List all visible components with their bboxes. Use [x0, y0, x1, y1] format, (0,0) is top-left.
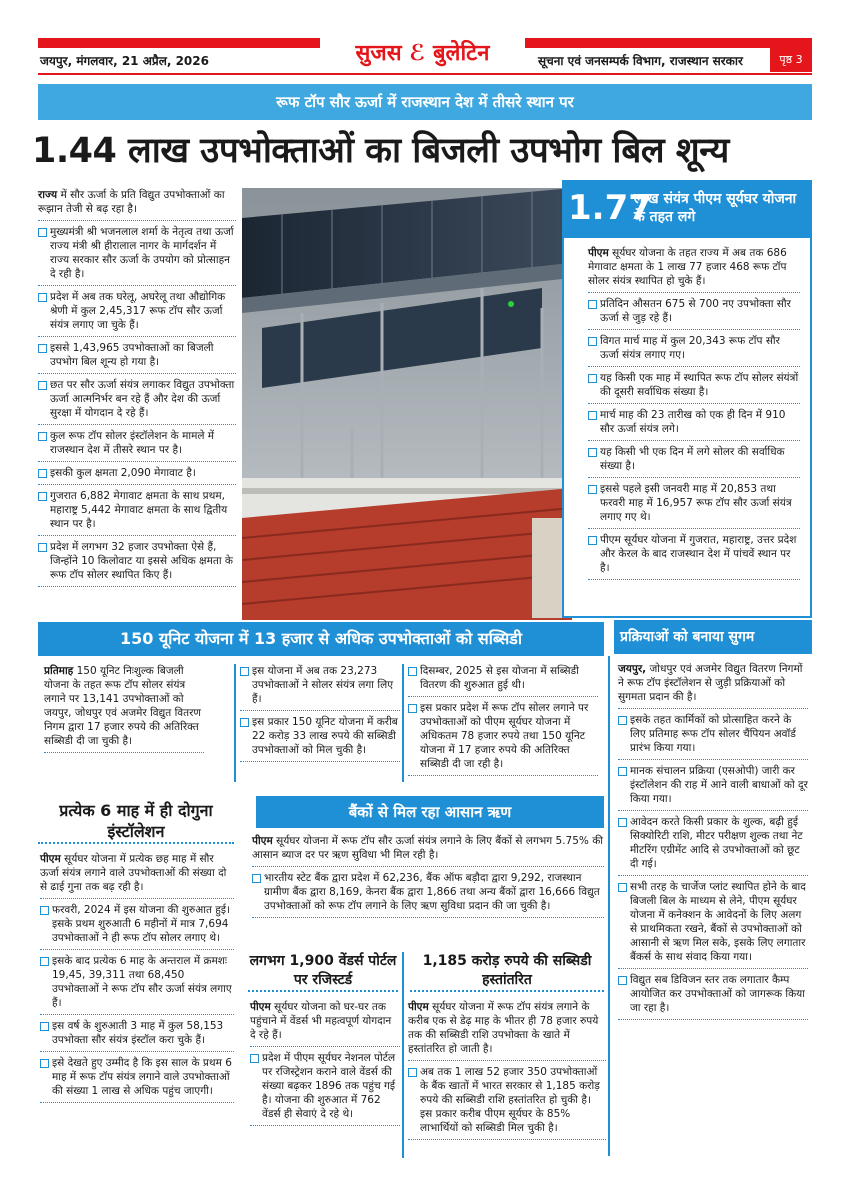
bullet-text: प्रदेश में पीएम सूर्यघर नेशनल पोर्टल पर रजिस्ट्रेशन कराने वाले वेंडर्स की संख्या बढ़कर 1896 तक पहुंच गई है। योजना की शुरुआत में 762 वेंडर्स ही सेवाएं दे रहे थे।: [262, 1052, 396, 1120]
process-list: [618, 662, 808, 1024]
bullet-item: [588, 371, 800, 404]
bullet-text: आवेदन करते किसी प्रकार के शुल्क, बढ़ी हुई सिक्योरिटी राशि, मीटर परीक्षण शुल्क तथा नेट मीटरिंग एग्रीमेंट आदि से उपभोक्ताओं को छूट दी गई।: [630, 816, 803, 870]
bullet-text: फरवरी, 2024 में इस योजना की शुरुआत हुई। इसके प्रथम शुरुआती 6 महीनों में मात्र 7,694 उपभोक्ताओं ने ही रूफ टॉप सोलर लगाए थे।: [52, 904, 230, 944]
bullet-item: [240, 715, 400, 762]
bullet-item: [618, 764, 808, 811]
bullet-item: [250, 1051, 400, 1126]
headline: 1.44 लाख उपभोक्ताओं का बिजली उपभोग बिल शून्य: [32, 131, 729, 171]
bullet-text: जोधपुर एवं अजमेर विद्युत वितरण निगमों ने रूफ टॉप इंस्टॉलेशन से जुड़ी प्रक्रियाओं को सुगमता प्रदान की है।: [618, 663, 803, 703]
bullet-item: [40, 852, 234, 899]
lead-word: पीएम: [588, 247, 609, 259]
column-divider: [402, 952, 404, 1158]
page-number: पृष्ठ 3: [770, 48, 812, 72]
bullet-text: कुल रूफ टॉप सोलर इंस्टॉलेशन के मामले में राजस्थान देश में तीसरे स्थान पर है।: [50, 430, 215, 456]
surya-ghar-figure: 1.77: [568, 188, 652, 228]
bullet-item: [38, 225, 236, 286]
bullet-item: [240, 664, 400, 711]
bullet-item: [618, 973, 808, 1020]
bullet-text: भारतीय स्टेट बैंक द्वारा प्रदेश में 62,236, बैंक ऑफ बड़ौदा द्वारा 9,292, राजस्थान ग्रामीण बैंक द्वारा 8,169, केनरा बैंक द्वारा 1,866 तथा अन्य बैंकों द्वारा 16,666 विद्युत उपभोक्ताओं को रूफ टॉप लगाने के लिए ऋण सुविधा प्रदान की जा चुकी है।: [264, 872, 600, 912]
bullet-item: [38, 489, 236, 536]
lead-word: पीएम: [40, 853, 61, 865]
bullet-item: [252, 871, 604, 918]
bullet-item: [38, 290, 236, 337]
masthead-department: सूचना एवं जनसम्पर्क विभाग, राजस्थान सरकार: [538, 54, 743, 68]
subsidy-150-col-3: [408, 664, 598, 780]
bullet-item: [38, 341, 236, 374]
bullet-text: इस प्रकार 150 यूनिट योजना में करीब 22 करोड़ 33 लाख रुपये की सब्सिडी उपभोक्ताओं को मिल चुकी है।: [252, 716, 398, 756]
bullet-item: [40, 903, 234, 950]
bullet-text: गुजरात 6,882 मेगावाट क्षमता के साथ प्रथम, महाराष्ट्र 5,442 मेगावाट क्षमता के साथ द्वितीय स्थान पर है।: [50, 490, 228, 530]
lead-word: राज्य: [38, 189, 58, 201]
subsidy-150-col-1: [44, 664, 204, 757]
left-column: [38, 188, 236, 591]
bullet-text: इस योजना में अब तक 23,273 उपभोक्ताओं ने सोलर संयंत्र लगा लिए हैं।: [252, 665, 394, 705]
bullet-text: इससे 1,43,965 उपभोक्ताओं का बिजली उपभोग बिल शून्य हो गया है।: [50, 342, 214, 368]
masthead-rule: [38, 73, 812, 75]
bullet-item: [38, 378, 236, 425]
bullet-text: इस वर्ष के शुरुआती 3 माह में कुल 58,153 उपभोक्ता सौर संयंत्र इंस्टॉल करा चुके हैं।: [52, 1020, 224, 1046]
bullet-item: [618, 880, 808, 969]
bullet-item: [38, 466, 236, 485]
bullet-item: [40, 1056, 234, 1103]
bullet-text: विद्युत सब डिविजन स्तर तक लगातार कैम्प आयोजित कर उपभोक्ताओं को जागरूक किया जा रहा है।: [630, 974, 805, 1014]
bullet-item: [408, 701, 598, 776]
bullet-text: मुख्यमंत्री श्री भजनलाल शर्मा के नेतृत्व तथा ऊर्जा राज्य मंत्री श्री हीरालाल नागर के मार्गदर्शन में राज्य सरकार सौर ऊर्जा के उपयोग को प्रोत्साहन दे रही है।: [50, 226, 234, 280]
bullet-text: इससे पहले इसी जनवरी माह में 20,853 तथा फरवरी माह में 16,957 रूफ टॉप सौर ऊर्जा संयंत्र लगाए गए थे।: [600, 483, 792, 523]
bullet-text: मार्च माह की 23 तारीख को एक ही दिन में 910 सौर ऊर्जा संयंत्र लगे।: [600, 409, 786, 435]
surya-ghar-list: [588, 246, 800, 584]
bullet-text: 150 यूनिट निःशुल्क बिजली योजना के तहत रूफ टॉप सोलर संयंत्र लगाने पर 13,141 उपभोक्ताओं को जयपुर, जोधपुर एवं अजमेर विद्युत वितरण निगम द्वारा 17 हजार रुपये की अतिरिक्त सब्सिडी दी जा चुकी है।: [44, 665, 202, 747]
bullet-item: [588, 533, 800, 580]
bullet-text: मानक संचालन प्रक्रिया (एसओपी) जारी कर इंस्टॉलेशन की राह में आने वाली बाधाओं को दूर किया गया।: [630, 765, 808, 805]
column-divider: [234, 664, 236, 782]
bullet-item: [618, 815, 808, 876]
bullet-item: [408, 1000, 606, 1061]
masthead-date: जयपुर, मंगलवार, 21 अप्रैल, 2026: [40, 54, 209, 68]
column-divider: [608, 656, 610, 1156]
bullet-item: [588, 334, 800, 367]
bullet-item: [38, 188, 236, 221]
bullet-text: दिसम्बर, 2025 से इस योजना में सब्सिडी वितरण की शुरुआत हुई थी।: [420, 665, 579, 691]
bullet-item: [44, 664, 204, 753]
bullet-text: प्रदेश में लगभग 32 हजार उपभोक्ता ऐसे हैं, जिन्होंने 10 किलोवाट या इससे अधिक क्षमता के रूफ टॉप सोलर स्थापित किए हैं।: [50, 541, 233, 581]
bullet-item: [588, 246, 800, 293]
bullet-text: अब तक 1 लाख 52 हजार 350 उपभोक्ताओं के बैंक खातों में भारत सरकार से 1,185 करोड़ रुपये की सब्सिडी राशि हस्तांतरित हो चुकी है। इस प्रकार करीब पीएम सूर्यघर के 85% लाभार्थियों को सब्सिडी मिल चुकी है।: [420, 1066, 600, 1134]
bullet-text: इसके बाद प्रत्येक 6 माह के अन्तराल में क्रमशः 19,45, 39,311 तथा 68,450 उपभोक्ताओं ने रूफ टॉप सौर ऊर्जा संयंत्र लगाए हैं।: [52, 955, 232, 1009]
bullet-text: इसे देखते हुए उम्मीद है कि इस साल के प्रथम 6 माह में रूफ टॉप संयंत्र लगाने वाले उपभोक्ताओं की संख्या 1 लाख से अधिक पहुंच जाएगी।: [52, 1057, 232, 1097]
bullet-text: छत पर सौर ऊर्जा संयंत्र लगाकर विद्युत उपभोक्ता ऊर्जा आत्मनिर्भर बन रहे हैं और देश की ऊर्जा सुरक्षा में योगदान दे रहे हैं।: [50, 379, 235, 419]
bullet-item: [618, 713, 808, 760]
bullet-item: [38, 540, 236, 587]
bullet-item: [40, 1019, 234, 1052]
lead-word: पीएम: [408, 1001, 429, 1013]
bullet-item: [38, 429, 236, 462]
subsidy-transfer-list: [408, 1000, 606, 1144]
bullet-item: [40, 954, 234, 1015]
subsidy-transfer-heading: 1,185 करोड़ रुपये की सब्सिडी हस्तांतरित: [410, 952, 604, 992]
bullet-item: [588, 482, 800, 529]
subsidy-150-unit-banner: 150 यूनिट योजना में 13 हजार से अधिक उपभोक्ताओं को सब्सिडी: [38, 622, 604, 656]
lead-word: प्रतिमाह: [44, 665, 74, 677]
subsidy-150-col-2: [240, 664, 400, 766]
bullet-text: सभी तरह के चार्जेज प्लांट स्थापित होने के बाद बिजली बिल के माध्यम से लेने, पीएम सूर्यघर योजना में कनेक्शन के आवेदनों के लिए अलग से प्राथमिकता रखने, बैंकों से उपभोक्ताओं को आसानी से ऋण मिल सके, इसके लिए लगातार बैंकर्स के साथ संवाद किया गया।: [630, 881, 806, 963]
vendors-list: [250, 1000, 400, 1130]
six-month-list: [40, 852, 234, 1107]
column-divider: [402, 664, 404, 782]
bullet-item: [588, 445, 800, 478]
lead-word: जयपुर,: [618, 663, 647, 675]
bullet-text: में सौर ऊर्जा के प्रति विद्युत उपभोक्ताओं का रूझान तेजी से बढ़ रहा है।: [38, 189, 225, 215]
bullet-text: सूर्यघर योजना को घर-घर तक पहुंचाने में वेंडर्स भी महत्वपूर्ण योगदान दे रहे हैं।: [250, 1001, 392, 1041]
six-month-heading: प्रत्येक 6 माह में ही दोगुना इंस्टॉलेशन: [38, 800, 234, 844]
rooftop-solar-photo: [242, 188, 572, 620]
bullet-text: सूर्यघर योजना में रूफ टॉप संयंत्र लगाने के करीब एक से डेढ़ माह के भीतर ही 78 हजार रुपये तक की सब्सिडी राशि उपभोक्ता के खाते में हस्तांतरित हो जाती है।: [408, 1001, 599, 1055]
bullet-text: सूर्यघर योजना के तहत राज्य में अब तक 686 मेगावाट क्षमता के 1 लाख 77 हजार 468 रूफ टॉप सोलर संयंत्र स्थापित हो चुके हैं।: [588, 247, 787, 287]
bullet-text: प्रतिदिन औसतन 675 से 700 नए उपभोक्ता सौर ऊर्जा से जुड़ रहे हैं।: [600, 298, 791, 324]
bullet-text: पीएम सूर्यघर योजना में गुजरात, महाराष्ट्र, उत्तर प्रदेश और केरल के बाद राजस्थान देश में पांचवें स्थान पर है।: [600, 534, 797, 574]
bank-loan-list: [252, 834, 604, 922]
bullet-text: यह किसी एक माह में स्थापित रूफ टॉप सोलर संयंत्रों की दूसरी सर्वाधिक संख्या है।: [600, 372, 799, 398]
bullet-item: [250, 1000, 400, 1047]
bullet-text: प्रदेश में अब तक घरेलू, अघरेलू तथा औद्योगिक श्रेणी में कुल 2,45,317 रूफ टॉप सौर ऊर्जा संयंत्र लगाए जा चुके हैं।: [50, 291, 226, 331]
bullet-text: सूर्यघर योजना में रूफ टॉप सौर ऊर्जा संयंत्र लगाने के लिए बैंकों से लगभग 5.75% की आसान ब्याज दर पर ऋण सुविधा भी मिल रही है।: [252, 835, 604, 861]
bulletin-logo: सुजस ℰ बुलेटिन: [320, 36, 525, 72]
bullet-item: [252, 834, 604, 867]
process-banner: प्रक्रियाओं को बनाया सुगम: [614, 620, 812, 654]
bullet-text: इसके तहत कार्मिकों को प्रोत्साहित करने के लिए प्रतिमाह रूफ टॉप सोलर चैंपियन अवॉर्ड प्रारंभ किया गया।: [630, 714, 796, 754]
bullet-item: [408, 1065, 606, 1140]
bullet-item: [618, 662, 808, 709]
bullet-text: इसकी कुल क्षमता 2,090 मेगावाट है।: [50, 467, 196, 479]
bullet-text: विगत मार्च माह में कुल 20,343 रूफ टॉप सौर ऊर्जा संयंत्र लगाए गए।: [600, 335, 780, 361]
surya-ghar-box-header: [564, 182, 810, 238]
bullet-text: सूर्यघर योजना में प्रत्येक छह माह में सौर ऊर्जा संयंत्र लगाने वाले उपभोक्ताओं की संख्या दो से ढाई गुना तक बढ़ रही है।: [40, 853, 227, 893]
vendors-heading: लगभग 1,900 वेंडर्स पोर्टल पर रजिस्टर्ड: [248, 952, 398, 992]
surya-ghar-title: लाख संयंत्र पीएम सूर्यघर योजना के तहत लगे: [634, 191, 797, 225]
lead-word: पीएम: [252, 835, 273, 847]
bullet-item: [408, 664, 598, 697]
strapline: रूफ टॉप सौर ऊर्जा में राजस्थान देश में तीसरे स्थान पर: [38, 84, 812, 120]
bullet-item: [588, 408, 800, 441]
lead-word: पीएम: [250, 1001, 271, 1013]
bullet-item: [588, 297, 800, 330]
bank-loan-banner: बैंकों से मिल रहा आसान ऋण: [256, 796, 604, 828]
bullet-text: इस प्रकार प्रदेश में रूफ टॉप सोलर लगाने पर उपभोक्ताओं को पीएम सूर्यघर योजना में अधिकतम 78 हजार रुपये तथा 150 यूनिट योजना में 17 हजार रुपये की अतिरिक्त सब्सिडी दी जा रही है।: [420, 702, 589, 770]
bullet-text: यह किसी भी एक दिन में लगे सोलर की सर्वाधिक संख्या है।: [600, 446, 785, 472]
